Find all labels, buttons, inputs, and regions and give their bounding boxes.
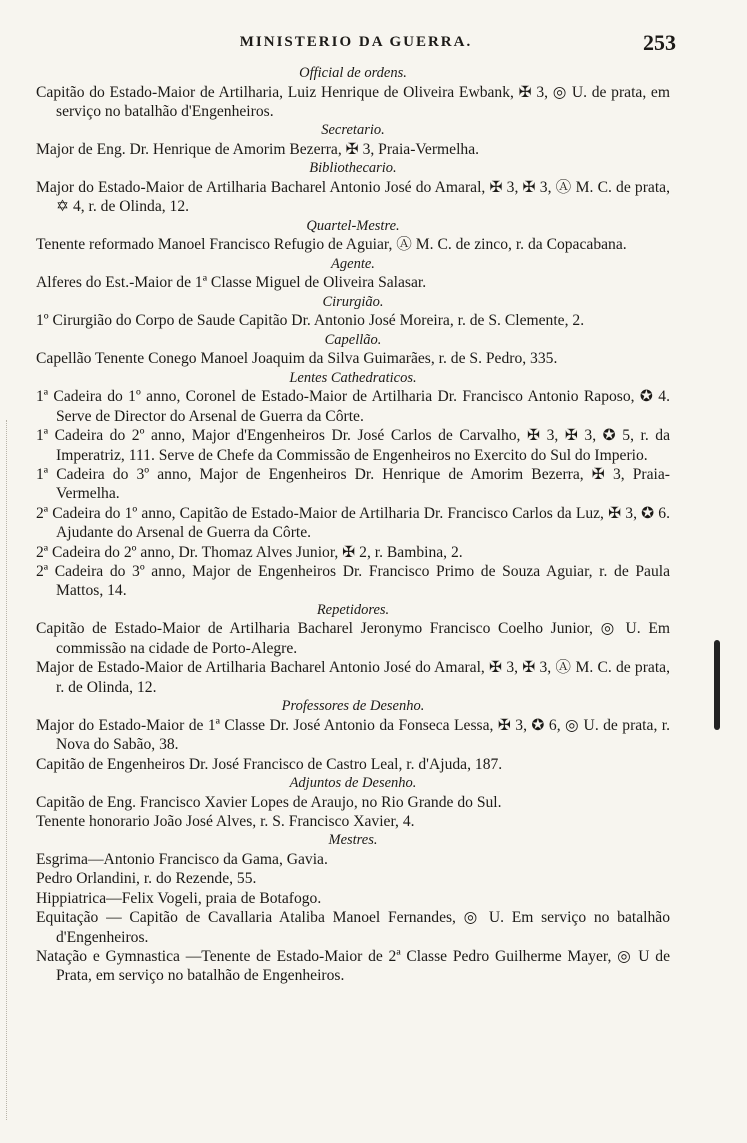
section-title: Official de ordens. — [299, 65, 407, 81]
left-margin-binding — [6, 420, 21, 1120]
entry: 1º Cirurgião do Corpo de Saude Capitão Dr. Antonio José Moreira, r. de S. Clemente, 2. — [36, 312, 585, 330]
entry: 2ª Cadeira do 1º anno, Capitão de Estado-Maior de Artilharia Dr. Francisco Carlos da Luz, ✠ 3, ✪ 6. Ajudante do Arsenal de Guerra da Côrte. — [36, 504, 670, 542]
section-title: Repetidores. — [316, 601, 390, 618]
section-title: Quartel-Mestre. — [306, 217, 400, 234]
entry: Equitação — Capitão de Cavallaria Ataliba Manoel Fernandes, ◎ U. Em serviço no batalhão d'Engenheiros. — [36, 909, 670, 946]
running-head: MINISTERIO DA GUERRA. — [239, 34, 473, 50]
section-title: Agente. — [331, 255, 375, 272]
entry: Major de Estado-Maior de Artilharia Bacharel Antonio José do Amaral, ✠ 3, ✠ 3, Ⓐ M. C. de prata, r. de Olinda, 12. — [36, 659, 670, 696]
entry: 1ª Cadeira do 1º anno, Coronel de Estado-Maior de Artilharia Dr. Francisco Antonio Raposo, ✪ 4. Serve de Director do Arsenal de Guerra da Côrte. — [36, 388, 670, 425]
entry: 1ª Cadeira do 3º anno, Major de Engenheiros Dr. Henrique de Amorim Bezerra, ✠ 3, Praia-Vermelha. — [36, 466, 670, 503]
entry: 2ª Cadeira do 3º anno, Major de Engenheiros Dr. Francisco Primo de Souza Aguiar, r. de Paula Mattos, 14. — [36, 563, 670, 600]
section-title: Capellão. — [324, 331, 382, 348]
entry: Capitão do Estado-Maior de Artilharia, Luiz Henrique de Oliveira Ewbank, ✠ 3, ◎ U. de prata, em serviço no batalhão d'Engenheiros. — [36, 83, 670, 120]
section-title: Secretario. — [321, 122, 385, 139]
page-content — [36, 64, 670, 986]
section-title: Professores de Desenho. — [281, 698, 425, 715]
section-title: Bibliothecario. — [309, 160, 397, 177]
entry: Major do Estado-Maior de Artilharia Bacharel Antonio José do Amaral, ✠ 3, ✠ 3, Ⓐ M. C. de prata, ✡ 4, r. de Olinda, 12. — [36, 179, 670, 216]
entry: Esgrima—Antonio Francisco da Gama, Gavia. — [36, 850, 328, 868]
entry: Natação e Gymnastica —Tenente de Estado-Maior de 2ª Classe Pedro Guilherme Mayer, ◎ U de Prata, em serviço no batalhão de Engenheiros. — [36, 947, 670, 985]
section-title: Lentes Cathedraticos. — [289, 369, 417, 386]
entry: Major de Eng. Dr. Henrique de Amorim Bezerra, ✠ 3, Praia-Vermelha. — [36, 141, 480, 158]
page-header — [36, 30, 676, 60]
entry: Capellão Tenente Conego Manoel Joaquim da Silva Guimarães, r. de S. Pedro, 335. — [36, 350, 558, 368]
entry: Tenente reformado Manoel Francisco Refugio de Aguiar, Ⓐ M. C. de zinco, r. da Copacabana. — [36, 236, 627, 254]
entry: Capitão de Engenheiros Dr. José Francisco de Castro Leal, r. d'Ajuda, 187. — [36, 755, 503, 773]
ink-blot — [714, 640, 720, 730]
entry: Capitão de Eng. Francisco Xavier Lopes de Araujo, no Rio Grande do Sul. — [36, 793, 502, 811]
entry: 1ª Cadeira do 2º anno, Major d'Engenheiros Dr. José Carlos de Carvalho, ✠ 3, ✠ 3, ✪ 5, r. da Imperatriz, 111. Serve de Chefe da Commissão de Engenheiros no Exercito do Sul do Imperio. — [36, 427, 670, 464]
section-title: Mestres. — [328, 832, 378, 849]
entry: Tenente honorario João José Alves, r. S. Francisco Xavier, 4. — [36, 812, 415, 830]
entry: Pedro Orlandini, r. do Rezende, 55. — [36, 870, 257, 888]
page-number: 253 — [643, 30, 676, 55]
entry: Hippiatrica—Felix Vogeli, praia de Botafogo. — [36, 889, 322, 907]
section-title: Adjuntos de Desenho. — [289, 774, 417, 791]
entry: Major do Estado-Maior de 1ª Classe Dr. José Antonio da Fonseca Lessa, ✠ 3, ✪ 6, ◎ U. de prata, r. Nova do Sabão, 38. — [36, 716, 670, 754]
entry: 2ª Cadeira do 2º anno, Dr. Thomaz Alves Junior, ✠ 2, r. Bambina, 2. — [36, 543, 463, 561]
entry: Alferes do Est.-Maior de 1ª Classe Miguel de Oliveira Salasar. — [36, 274, 427, 292]
section-title: Cirurgião. — [322, 293, 384, 310]
entry: Capitão de Estado-Maior de Artilharia Bacharel Jeronymo Francisco Coelho Junior, ◎ U. Em commissão na cidade de Porto-Alegre. — [36, 620, 670, 657]
